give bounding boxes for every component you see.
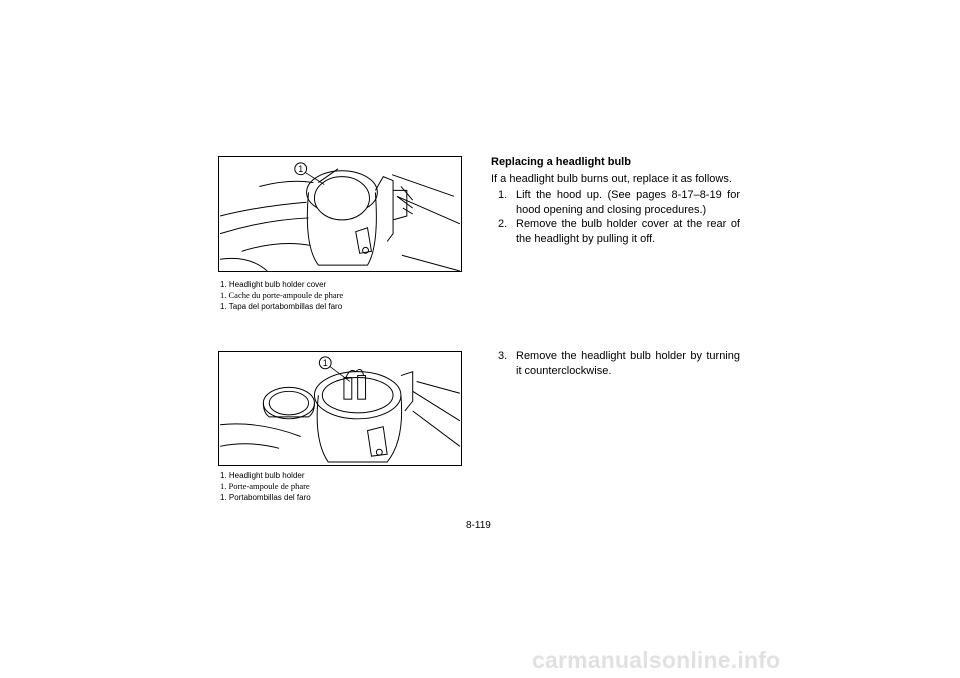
caption-english: 1. Headlight bulb holder cover	[220, 280, 327, 289]
step-text: Remove the headlight bulb holder by turning it counterclockwise.	[516, 350, 740, 377]
step-number: 2.	[498, 218, 508, 230]
figure2-caption	[220, 470, 311, 503]
caption-french: 1. Porte-ampoule de phare	[220, 481, 310, 491]
figure-headlight-bulb-holder-cover	[218, 156, 462, 272]
step-item	[498, 188, 740, 218]
step-text: Lift the hood up. (See pages 8-17–8-19 for hood opening and closing procedures.)	[516, 189, 740, 216]
step-number: 3.	[498, 350, 508, 362]
caption-french: 1. Cache du porte-ampoule de phare	[220, 290, 344, 300]
watermark: carmanualsonline.info	[532, 647, 781, 673]
figure-headlight-bulb-holder	[218, 351, 462, 466]
illustration-bulb-cover	[219, 157, 461, 271]
step-item	[498, 349, 740, 379]
illustration-bulb-holder	[219, 352, 461, 465]
caption-spanish: 1. Tapa del portabombillas del faro	[220, 302, 343, 311]
caption-english: 1. Headlight bulb holder	[220, 471, 305, 480]
section-intro: If a headlight bulb burns out, replace it as follows.	[491, 173, 732, 185]
section-title: Replacing a headlight bulb	[491, 156, 631, 168]
figure1-callout: 1	[298, 164, 304, 175]
figure1-caption	[220, 279, 343, 312]
step-item	[498, 217, 740, 247]
page-number: 8-119	[466, 520, 491, 531]
step-number: 1.	[498, 189, 508, 201]
step-text: Remove the bulb holder cover at the rear of the headlight by pulling it off.	[516, 218, 740, 245]
figure2-callout: 1	[322, 358, 328, 369]
caption-spanish: 1. Portabombillas del faro	[220, 493, 311, 502]
